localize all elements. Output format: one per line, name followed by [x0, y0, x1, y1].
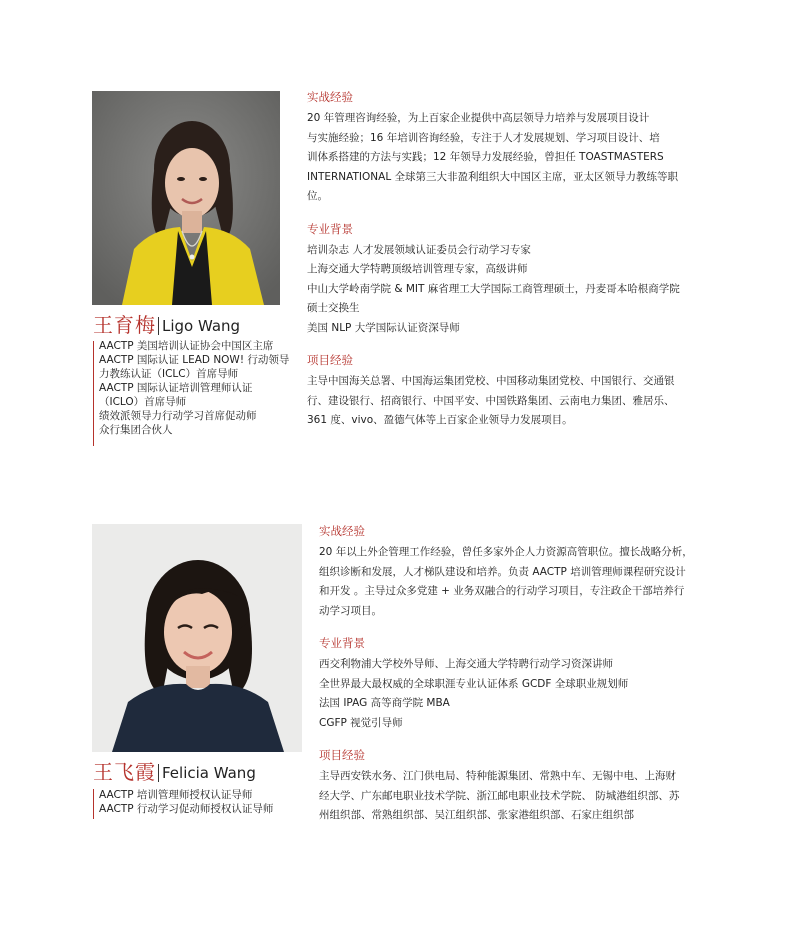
text-line: 美国 NLP 大学国际认证资深导师: [307, 321, 460, 334]
experience-text: [307, 109, 747, 207]
text-line: 州组织部、常熟组织部、吴江组织部、张家港组织部、石家庄组织部: [319, 809, 634, 821]
credentials-list: [99, 339, 289, 437]
section-title-projects: 项目经验: [307, 353, 353, 367]
text-line: 中山大学岭南学院 & MIT 麻省理工大学国际工商管理硕士，丹麦哥本哈根商学院: [307, 282, 680, 295]
text-line: 361 度、vivo、盈德气体等上百家企业领导力发展项目。: [307, 414, 573, 426]
credentials-list: [99, 788, 273, 816]
text-line: 与实施经验；16 年培训咨询经验，专注于人才发展规划、学习项目设计、培: [307, 131, 660, 144]
text-line: 西交利物浦大学校外导师、上海交通大学特聘行动学习资深讲师: [319, 658, 613, 670]
text-line: 位。: [307, 190, 328, 202]
credential-item: AACTP 美国培训认证协会中国区主席: [99, 340, 274, 352]
text-line: CGFP 视觉引导师: [319, 716, 403, 729]
text-line: 培训杂志 人才发展领域认证委员会行动学习专家: [307, 243, 531, 256]
english-name: Felicia Wang: [158, 764, 256, 782]
section-title-background: 专业背景: [307, 221, 353, 236]
text-line: 组织诊断和发展，人才梯队建设和培养。负责 AACTP 培训管理师课程研究设计: [319, 565, 686, 578]
profile-photo-ligo-wang: [92, 91, 280, 305]
name-row-ligo-wang: [93, 314, 240, 336]
chinese-name: 王飞霞: [93, 760, 156, 784]
portrait-image: [92, 91, 280, 305]
text-line: 主导中国海关总署、中国海运集团党校、中国移动集团党校、中国银行、交通银: [307, 375, 675, 387]
credential-divider: [93, 341, 94, 446]
background-text: [307, 241, 747, 339]
text-line: 20 年以上外企管理工作经验，曾任多家外企人力资源高管职位。擅长战略分析，: [319, 546, 693, 558]
projects-text: [319, 767, 749, 826]
section-title-background: 专业背景: [319, 636, 365, 650]
english-name: Ligo Wang: [158, 317, 240, 335]
text-line: INTERNATIONAL 全球第三大非盈利组织大中国区主席，亚太区领导力教练等职: [307, 170, 679, 183]
projects-text: [307, 372, 747, 431]
credential-item: AACTP 国际认证培训管理师认证: [99, 382, 253, 394]
text-line: 和开发 。主导过众多党建 + 业务双融合的行动学习项目，专注政企干部培养行: [319, 585, 685, 597]
text-line: 硕士交换生: [307, 302, 360, 314]
text-line: 主导西安铁水务、江门供电局、特种能源集团、常熟中车、无锡中电、上海财: [319, 770, 676, 782]
credential-item: AACTP 行动学习促动师授权认证导师: [99, 803, 274, 815]
credential-item: AACTP 国际认证 LEAD NOW! 行动领导: [99, 354, 290, 366]
credential-item: 绩效派领导力行动学习首席促动师: [99, 410, 257, 422]
credential-divider: [93, 789, 94, 819]
portrait-image: [92, 524, 302, 752]
credential-item: AACTP 培训管理师授权认证导师: [99, 789, 253, 801]
text-line: 上海交通大学特聘顶级培训管理专家，高级讲师: [307, 263, 528, 275]
text-line: 动学习项目。: [319, 604, 382, 617]
text-line: 全世界最大最权威的全球职涯专业认证体系 GCDF 全球职业规划师: [319, 677, 629, 690]
experience-text: [319, 543, 749, 621]
text-line: 训体系搭建的方法与实践；12 年领导力发展经验，曾担任 TOASTMASTERS: [307, 151, 664, 163]
name-row-felicia-wang: [93, 761, 256, 783]
section-title-experience: 实战经验: [319, 524, 365, 538]
text-line: 法国 IPAG 高等商学院 MBA: [319, 697, 450, 709]
profile-details: [307, 89, 747, 431]
text-line: 20 年管理咨询经验，为上百家企业提供中高层领导力培养与发展项目设计: [307, 112, 650, 124]
text-line: 经大学、广东邮电职业技术学院、浙江邮电职业技术学院、 防城港组织部、苏: [319, 789, 680, 802]
credential-item: 众行集团合伙人: [99, 424, 173, 436]
profile-details: [319, 523, 749, 826]
profile-photo-felicia-wang: [92, 524, 302, 752]
credential-item: 力教练认证（ICLC）首席导师: [99, 368, 239, 380]
credential-item: （ICLO）首席导师: [99, 396, 187, 408]
chinese-name: 王育梅: [93, 313, 156, 337]
text-line: 行、建设银行、招商银行、中国平安、中国铁路集团、云南电力集团、雅居乐、: [307, 394, 675, 407]
background-text: [319, 655, 749, 733]
section-title-projects: 项目经验: [319, 748, 365, 762]
section-title-experience: 实战经验: [307, 90, 353, 104]
